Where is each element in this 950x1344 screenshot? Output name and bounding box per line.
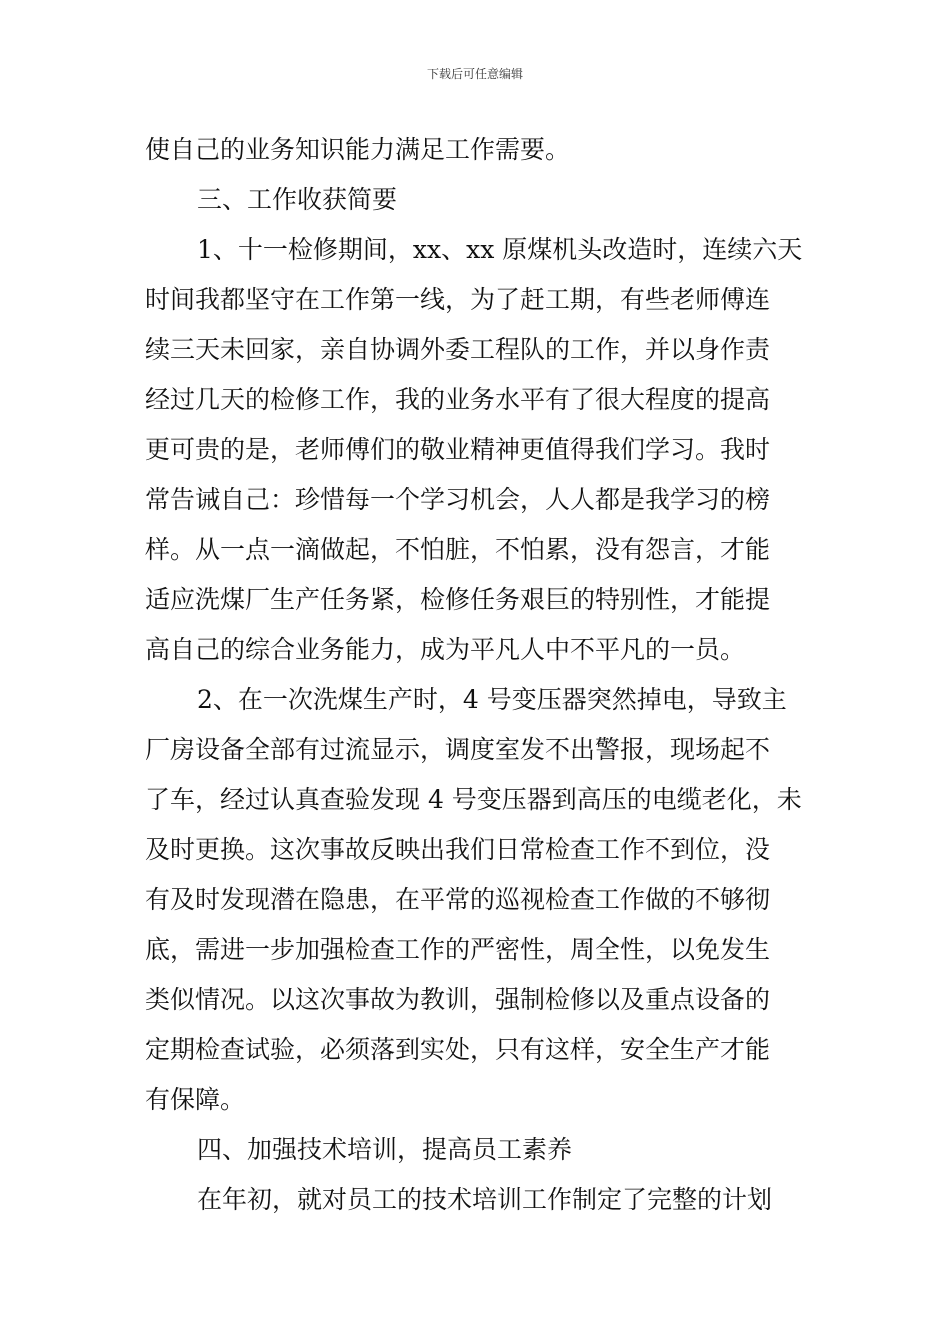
- text-line: 及时更换。这次事故反映出我们日常检查工作不到位，没: [145, 835, 771, 864]
- text-line: 高自己的综合业务能力，成为平凡人中不平凡的一员。: [145, 635, 746, 664]
- text-line: 底，需进一步加强检查工作的严密性，周全性，以免发生: [145, 935, 771, 964]
- text-line: 定期检查试验，必须落到实处，只有这样，安全生产才能: [145, 1035, 771, 1064]
- text-line: 了车，经过认真查验发现 4 号变压器到高压的电缆老化，未: [145, 785, 802, 814]
- text-line: 样。从一点一滴做起，不怕脏，不怕累，没有怨言，才能: [145, 535, 771, 564]
- text-line: 类似情况。以这次事故为教训，强制检修以及重点设备的: [145, 985, 771, 1014]
- text-line: 1、十一检修期间，xx、xx 原煤机头改造时，连续六天: [197, 235, 803, 264]
- text-line: 续三天未回家，亲自协调外委工程队的工作，并以身作责: [145, 335, 771, 364]
- text-line: 常告诫自己：珍惜每一个学习机会，人人都是我学习的榜: [145, 485, 771, 514]
- text-line: 更可贵的是，老师傅们的敬业精神更值得我们学习。我时: [145, 435, 771, 464]
- document-body: [145, 125, 810, 1225]
- text-line: 使自己的业务知识能力满足工作需要。: [145, 135, 571, 164]
- section-heading: 四、加强技术培训，提高员工素养: [197, 1135, 573, 1164]
- text-line: 适应洗煤厂生产任务紧，检修任务艰巨的特别性，才能提: [145, 585, 771, 614]
- page-header-note: 下载后可任意编辑: [426, 67, 523, 81]
- text-line: 时间我都坚守在工作第一线，为了赶工期，有些老师傅连: [145, 285, 771, 314]
- section-heading: 三、工作收获简要: [197, 185, 398, 214]
- text-line: 在年初，就对员工的技术培训工作制定了完整的计划: [197, 1185, 773, 1214]
- text-line: 经过几天的检修工作，我的业务水平有了很大程度的提高: [145, 385, 771, 414]
- text-line: 厂房设备全部有过流显示，调度室发不出警报，现场起不: [145, 735, 771, 764]
- text-line: 有及时发现潜在隐患，在平常的巡视检查工作做的不够彻: [145, 885, 771, 914]
- text-line: 2、在一次洗煤生产时，4 号变压器突然掉电，导致主: [197, 685, 787, 714]
- text-line: 有保障。: [145, 1085, 246, 1114]
